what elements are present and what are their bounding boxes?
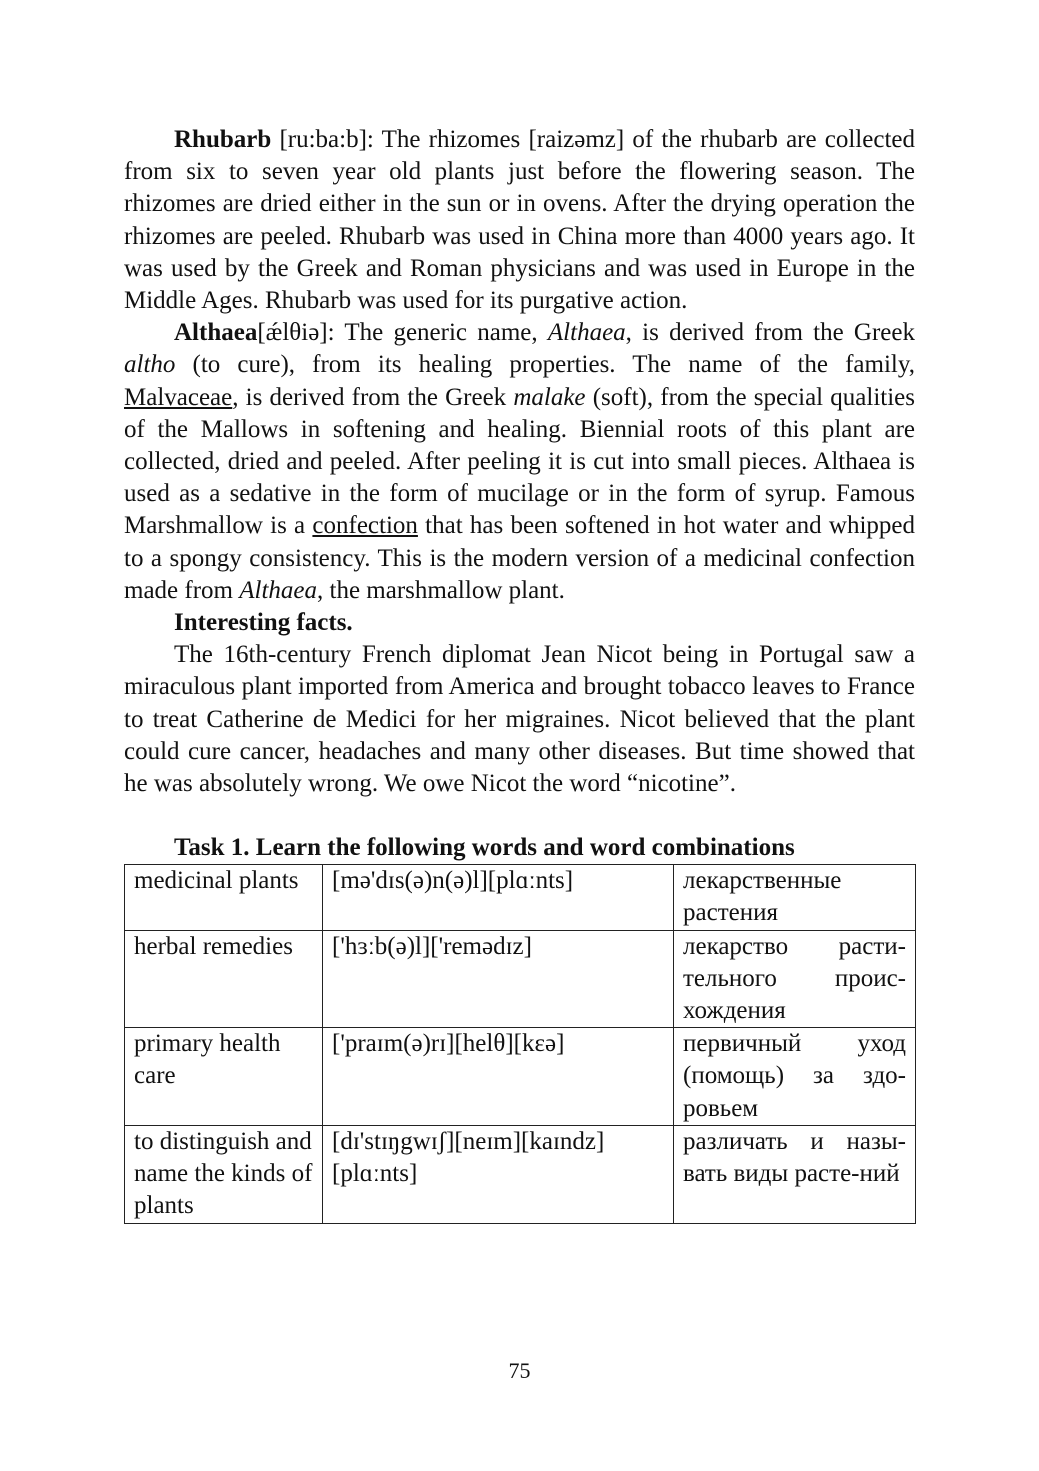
translation-cell: лекарственные растения [674, 865, 916, 930]
confection-link[interactable]: confection [312, 512, 418, 540]
term-cell: medicinal plants [125, 865, 323, 930]
transcription-cell: ['hɜːb(ə)l]['remədɪz] [323, 930, 674, 1028]
task-heading: Task 1. Learn the following words and word combinations [174, 834, 795, 862]
althaea-text: (to cure), from its healing properties. The name of the family, [175, 351, 915, 379]
althaea-genus-italic: Althaea [547, 319, 626, 347]
rhubarb-term: Rhubarb [174, 126, 272, 153]
page-number: 75 [508, 1358, 531, 1383]
table-row [125, 930, 916, 1028]
term-cell: primary health care [125, 1028, 323, 1126]
transcription-cell: [mə'dɪs(ə)n(ə)l][plɑːnts] [323, 865, 674, 930]
translation-cell: различать и назы-вать виды расте-ний [674, 1125, 916, 1223]
althaea-plant-italic: Althaea [239, 576, 317, 604]
table-row [125, 865, 916, 930]
term-cell: to distinguish and name the kinds of plants [125, 1125, 323, 1223]
althaea-paragraph [124, 317, 915, 607]
term-cell: herbal remedies [125, 930, 323, 1028]
table-row [125, 1028, 916, 1126]
althaea-term: Althaea [174, 319, 258, 347]
malake-italic: malake [513, 383, 586, 411]
facts-paragraph: The 16th-century French diplomat Jean Nicot being in Portugal saw a miraculous plant imported from America and brought tobacco leaves to France to treat Catherine de Medici for her migraines. Nicot believed that the plant could cure cancer, headaches and many other diseases. But time showed that he was absolutely wrong. We owe Nicot the word “nicotine”. [124, 641, 915, 798]
rhubarb-text: [ru:ba:b]: The rhizomes [raizəmz] of the rhubarb are collected from six to seven year old plants just before the flowering season. The rhizomes are dried either in the sun or in ovens. After the drying operation the rhizomes are peeled. Rhubarb was used in China more than 4000 years ago. It was used by the Greek and Roman physicians and was used in Europe in the Middle Ages. Rhubarb was used for its purgative action. [124, 126, 915, 315]
malvaceae-link[interactable]: Malvaceae [124, 383, 233, 411]
transcription-cell: [dɪ'stɪŋgwɪʃ][neɪm][kaɪndz] [plɑːnts] [323, 1125, 674, 1223]
althaea-text: , the marshmallow plant. [317, 576, 565, 604]
althaea-text: (soft), from the special qualities of the Mallows in softening and healing. Biennial roots of this plant are collected, dried and peeled. After peeling it is cut into small pieces. Althaea is used as a sedative in the form of mucilage or in the form of syrup. Famous Marshmallow is a [124, 383, 915, 540]
vocabulary-table [124, 864, 916, 1223]
althaea-text: [ǽlθiə]: The generic name, [257, 319, 548, 347]
transcription-cell: ['praɪm(ə)rɪ][helθ][kɛə] [323, 1028, 674, 1126]
table-row [125, 1125, 916, 1223]
altho-italic: altho [124, 351, 176, 379]
translation-cell: первичный уход (помощь) за здо-ровьем [674, 1028, 916, 1126]
rhubarb-paragraph [124, 124, 915, 317]
page-content [124, 124, 915, 1224]
translation-cell: лекарство расти-тельного проис-хождения [674, 930, 916, 1028]
facts-heading: Interesting facts. [174, 609, 353, 637]
althaea-text: , is derived from the Greek [625, 319, 915, 347]
althaea-text: , is derived from the Greek [232, 383, 514, 411]
althaea-text: that has been softened in hot water and whipped to a spongy consistency. This is the modern version of a medicinal confection made from [124, 512, 915, 604]
